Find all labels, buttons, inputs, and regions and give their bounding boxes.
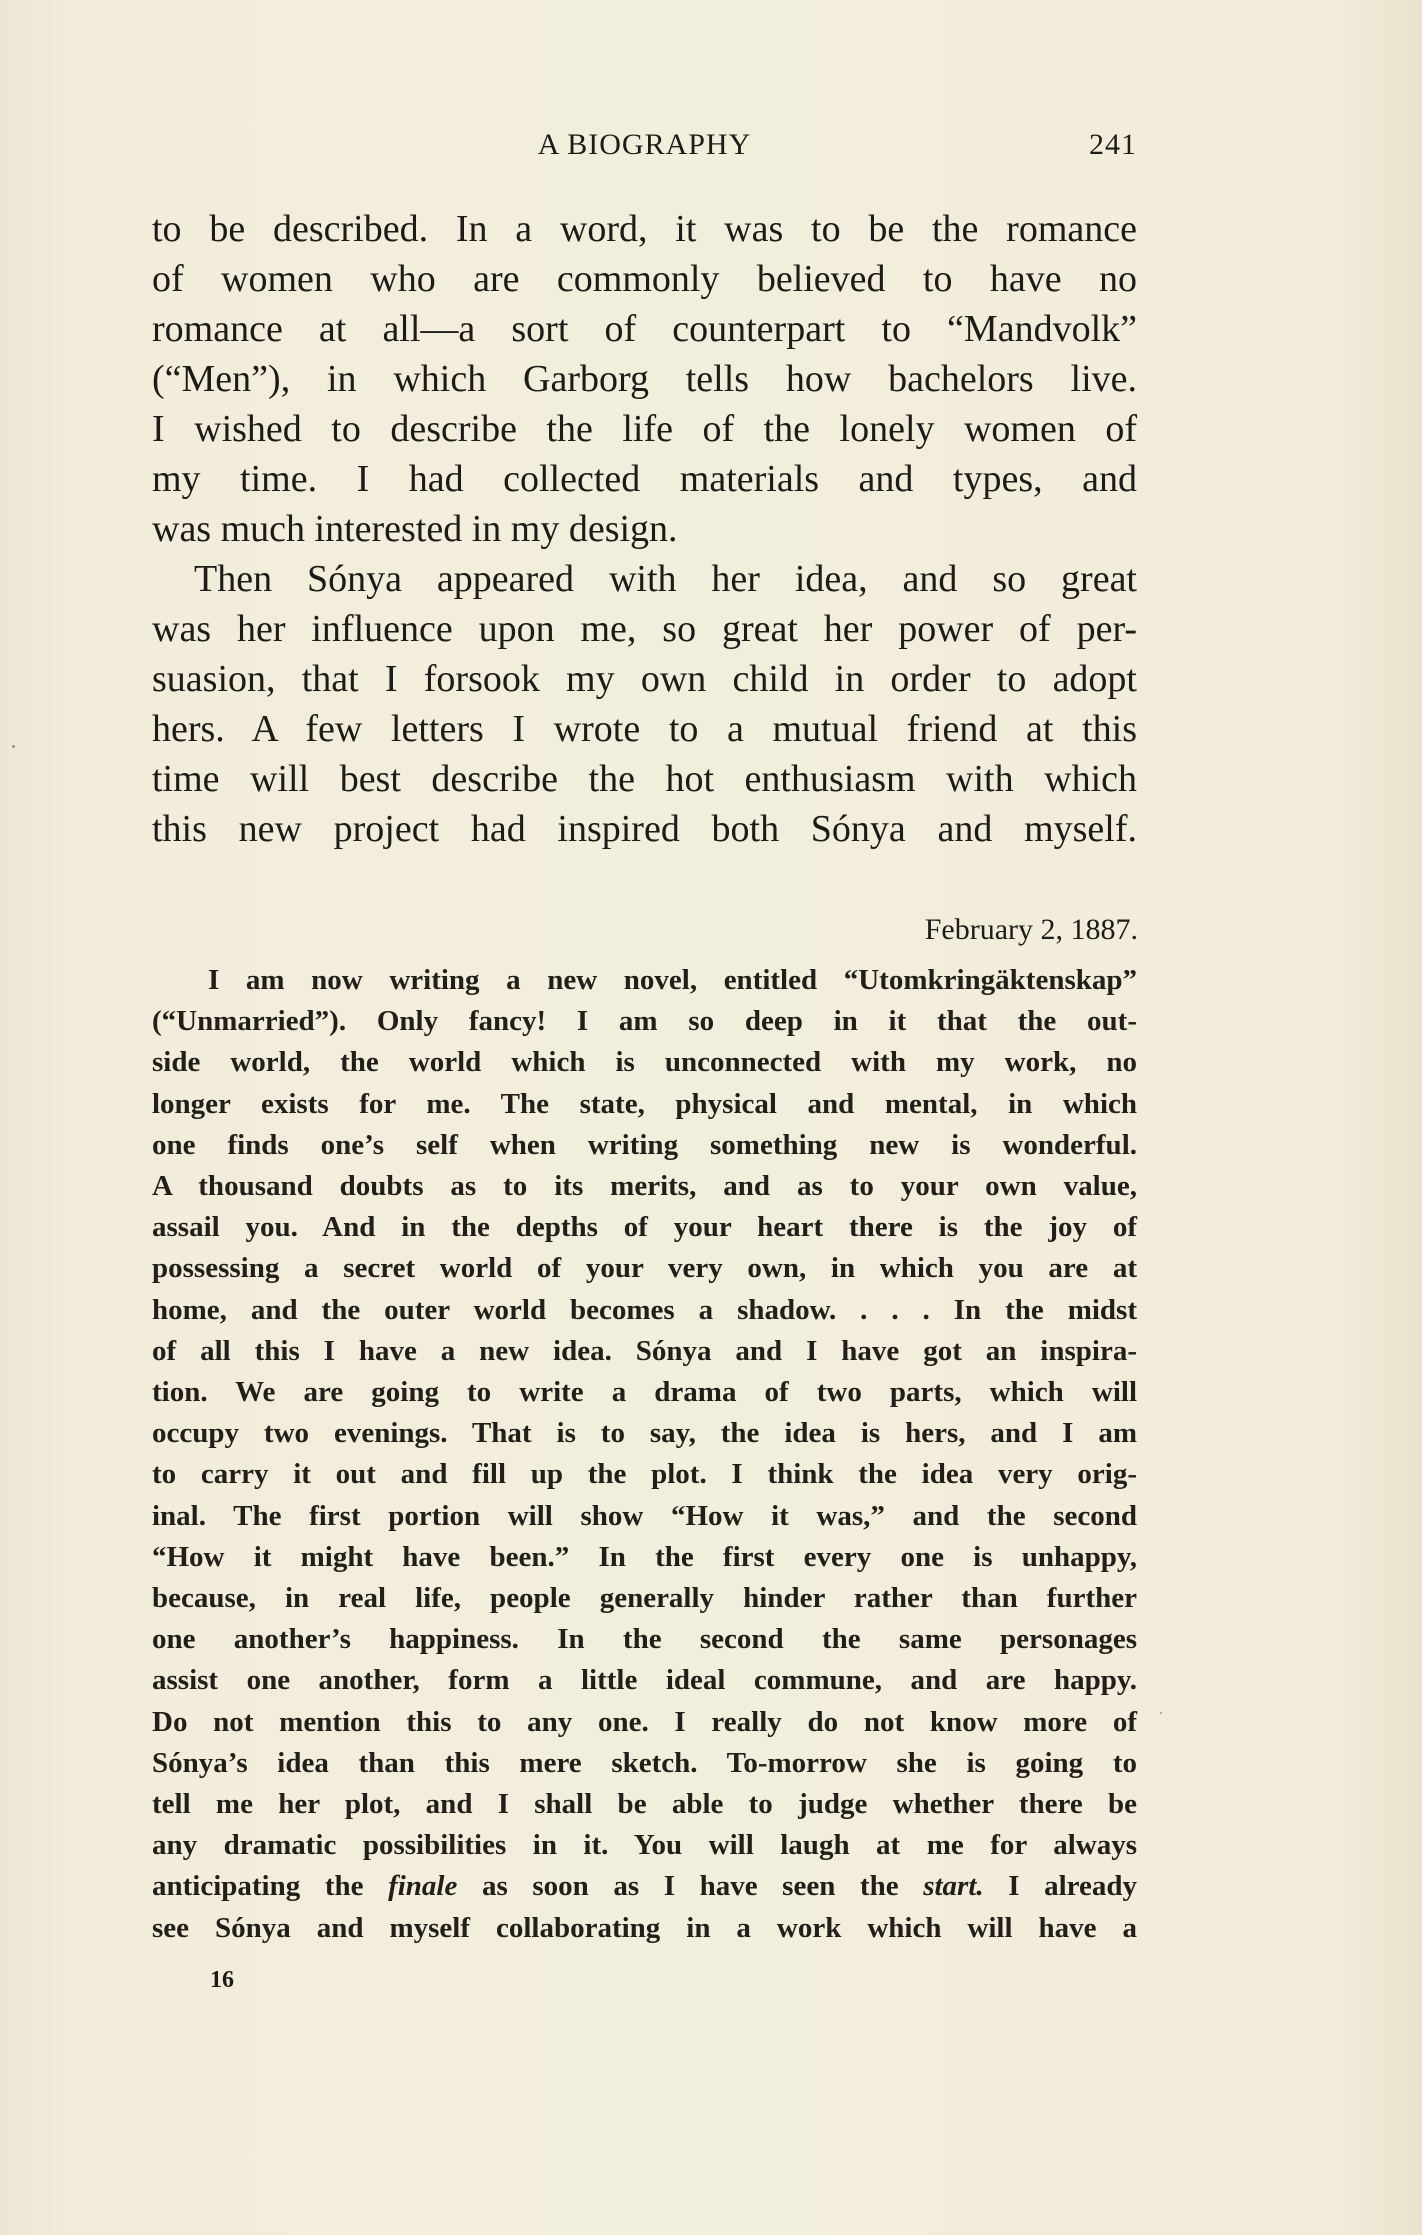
letter-line: tion. We are going to write a drama of two parts, which will (152, 1376, 1137, 1409)
letter-line: to carry it out and fill up the plot. I think the idea very orig- (152, 1458, 1137, 1491)
text-line: hers. A few letters I wrote to a mutual friend at this (152, 708, 1137, 750)
letter-line: see Sónya and myself collaborating in a work which will have a (152, 1911, 1137, 1944)
main-text (152, 204, 1137, 854)
text-run: anticipating the (152, 1870, 389, 1903)
letter-line: assail you. And in the depths of your heart there is the joy of (152, 1211, 1137, 1244)
letter-line: side world, the world which is unconnected with my work, no (152, 1046, 1137, 1079)
letter-line: home, and the outer world becomes a shadow. . . . In the midst (152, 1293, 1137, 1326)
letter-line: (“Unmarried”). Only fancy! I am so deep in it that the out- (152, 1005, 1137, 1038)
text-line: (“Men”), in which Garborg tells how bachelors live. (152, 358, 1137, 400)
letter-line: occupy two evenings. That is to say, the idea is hers, and I am (152, 1417, 1137, 1450)
letter-line: “How it might have been.” In the first every one is unhappy, (152, 1540, 1137, 1573)
italic-word: start. (923, 1870, 984, 1903)
text-line: of women who are commonly believed to have no (152, 258, 1137, 300)
text-line: was much interested in my design. (152, 508, 678, 550)
running-head (152, 128, 1137, 168)
text-line: my time. I had collected materials and types, and (152, 458, 1137, 500)
letter-line: one another’s happiness. In the second the same personages (152, 1623, 1137, 1656)
letter-line: possessing a secret world of your very own, in which you are at (152, 1252, 1137, 1285)
letter-line: Do not mention this to any one. I really do not know more of (152, 1705, 1137, 1738)
letter-line: of all this I have a new idea. Sónya and I have got an inspira- (152, 1334, 1137, 1367)
letter-line: A thousand doubts as to its merits, and as to your own value, (152, 1170, 1137, 1203)
letter-line: any dramatic possibilities in it. You will laugh at me for always (152, 1829, 1137, 1862)
letter-date: February 2, 1887. (924, 913, 1138, 946)
text-line: to be described. In a word, it was to be the romance (152, 208, 1137, 250)
letter-line: inal. The first portion will show “How it was,” and the second (152, 1499, 1137, 1532)
letter-line: I am now writing a new novel, entitled “Utomkringäktenskap” (208, 964, 1137, 996)
text-run: I already (983, 1870, 1137, 1903)
text-line: Then Sónya appeared with her idea, and so great (194, 558, 1137, 600)
text-line: I wished to describe the life of the lonely women of (152, 408, 1137, 450)
paper-speck (12, 745, 15, 748)
letter-block (152, 960, 1137, 1949)
signature-mark: 16 (210, 1967, 234, 1993)
letter-line: assist one another, form a little ideal commune, and are happy. (152, 1664, 1137, 1697)
letter-line: tell me her plot, and I shall be able to judge whether there be (152, 1788, 1137, 1821)
italic-word: finale (388, 1870, 458, 1903)
text-run: as soon as I have seen the (457, 1870, 924, 1903)
text-line: romance at all—a sort of counterpart to “Mandvolk” (152, 308, 1137, 350)
running-title: A BIOGRAPHY (537, 128, 752, 161)
letter-line: one finds one’s self when writing something new is wonderful. (152, 1128, 1137, 1161)
text-line: was her influence upon me, so great her power of per- (152, 608, 1137, 650)
letter-line: Sónya’s idea than this mere sketch. To-morrow she is going to (152, 1746, 1137, 1779)
text-line: this new project had inspired both Sónya and myself. (152, 808, 1137, 850)
page-number: 241 (1089, 128, 1137, 161)
text-line: time will best describe the hot enthusiasm with which (152, 758, 1137, 800)
text-line: suasion, that I forsook my own child in order to adopt (152, 658, 1137, 700)
letter-line-italic (152, 1866, 1137, 1907)
letter-line: because, in real life, people generally hinder rather than further (152, 1582, 1137, 1615)
paper-speck (1160, 1712, 1162, 1714)
letter-line: longer exists for me. The state, physical and mental, in which (152, 1087, 1137, 1120)
